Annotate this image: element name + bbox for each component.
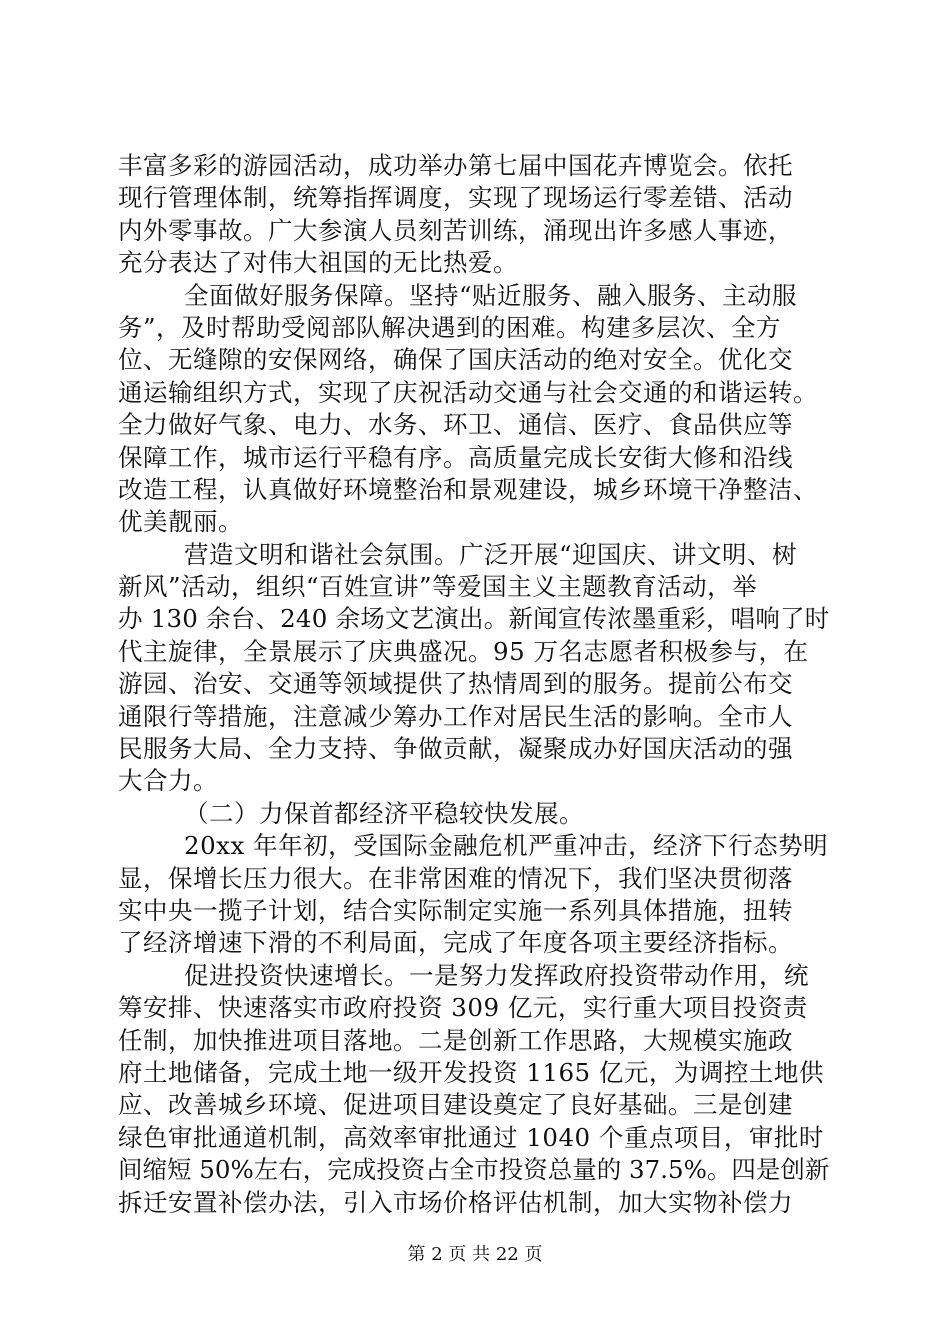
text-line: 民服务大局、全力支持、争做贡献，凝聚成办好国庆活动的强: [118, 734, 793, 764]
text-line: 办 130 余台、240 余场文艺演出。新闻宣传浓墨重彩，唱响了时: [118, 604, 830, 634]
text-line: 了经济增速下滑的不利局面，完成了年度各项主要经济指标。: [118, 928, 793, 958]
text-line: 全面做好服务保障。坚持“贴近服务、融入服务、主动服: [184, 280, 798, 310]
text-line: 促进投资快速增长。一是努力发挥政府投资带动作用，统: [184, 960, 809, 990]
page-footer: 第 2 页 共 22 页: [407, 1244, 543, 1265]
document-body: [118, 150, 830, 1219]
text-line: 大合力。: [118, 766, 218, 796]
text-line: 应、改善城乡环境、促进项目建设奠定了良好基础。三是创建: [118, 1090, 793, 1120]
text-line: 位、无缝隙的安保网络，确保了国庆活动的绝对安全。优化交: [118, 345, 793, 375]
text-line: 改造工程，认真做好环境整治和景观建设，城乡环境干净整洁、: [118, 474, 818, 504]
text-line: 丰富多彩的游园活动，成功举办第七届中国花卉博览会。依托: [118, 151, 793, 180]
text-line: 通限行等措施，注意减少筹办工作对居民生活的影响。全市人: [118, 701, 793, 731]
text-line: 新风”活动，组织“百姓宣讲”等爱国主义主题教育活动，举: [118, 572, 758, 602]
text-line: 通运输组织方式，实现了庆祝活动交通与社会交通的和谐运转。: [118, 377, 818, 407]
text-line: 显，保增长压力很大。在非常困难的情况下，我们坚决贯彻落: [118, 863, 793, 893]
text-line: 代主旋律，全景展示了庆典盛况。95 万名志愿者积极参与，在: [118, 636, 809, 666]
text-line: （二）力保首都经济平稳较快发展。: [184, 798, 584, 828]
text-line: 营造文明和谐社会氛围。广泛开展“迎国庆、讲文明、树: [184, 539, 798, 569]
text-line: 充分表达了对伟大祖国的无比热爱。: [118, 248, 518, 278]
text-line: 任制，加快推进项目落地。二是创新工作思路，大规模实施政: [118, 1025, 793, 1055]
text-line: 务”，及时帮助受阅部队解决遇到的困难。构建多层次、全方: [118, 312, 782, 342]
text-line: 府土地储备，完成土地一级开发投资 1165 亿元，为调控土地供: [118, 1057, 824, 1087]
text-line: 绿色审批通道机制，高效率审批通过 1040 个重点项目，审批时: [118, 1122, 824, 1152]
text-line: 内外零事故。广大参演人员刻苦训练，涌现出许多感人事迹，: [118, 215, 793, 245]
text-line: 间缩短 50%左右，完成投资占全市投资总量的 37.5%。四是创新: [118, 1155, 830, 1185]
text-line: 优美靓丽。: [118, 507, 243, 537]
text-line: 实中央一揽子计划，结合实际制定实施一系列具体措施，扭转: [118, 895, 793, 925]
text-line: 游园、治安、交通等领域提供了热情周到的服务。提前公布交: [118, 669, 793, 699]
text-line: 20xx 年年初，受国际金融危机严重冲击，经济下行态势明: [184, 831, 829, 861]
text-line: 拆迁安置补偿办法，引入市场价格评估机制，加大实物补偿力: [118, 1187, 793, 1217]
text-line: 保障工作，城市运行平稳有序。高质量完成长安街大修和沿线: [118, 442, 793, 472]
text-line: 全力做好气象、电力、水务、环卫、通信、医疗、食品供应等: [118, 410, 793, 440]
text-line: 筹安排、快速落实市政府投资 309 亿元，实行重大项目投资责: [118, 993, 808, 1023]
text-line: 现行管理体制，统筹指挥调度，实现了现场运行零差错、活动: [118, 183, 793, 213]
